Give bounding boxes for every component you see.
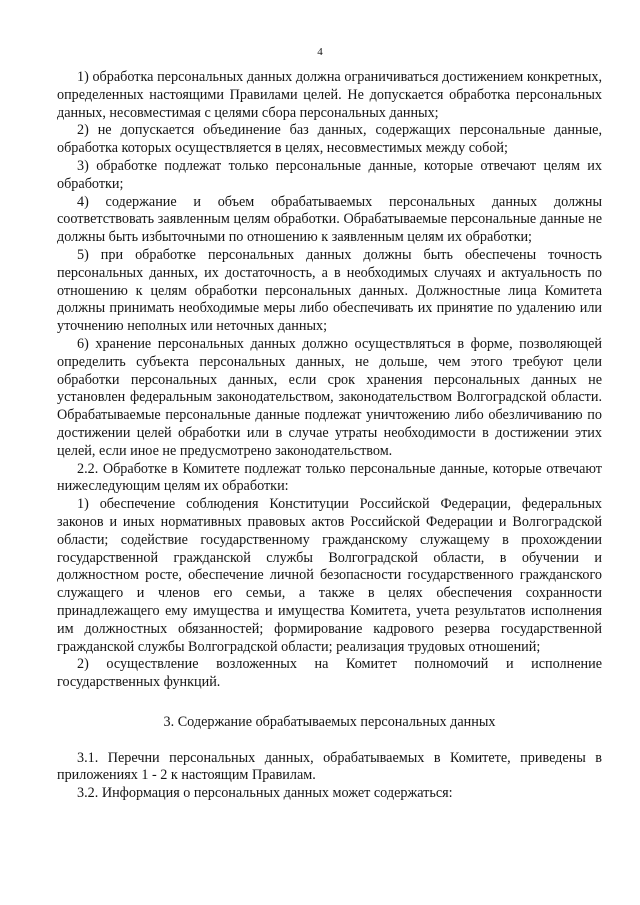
- section-heading: 3. Содержание обрабатываемых персональных данных: [163, 713, 496, 730]
- paragraph-2-2-item-1: 1) обеспечение соблюдения Конституции Российской Федерации, федеральных законов и иных нормативных правовых актов Российской Федерации и Волгоградской области; содействие государственному гражданскому служащему в прохождении государственной гражданской службы Волгоградской области, в обучении и должностном росте, обеспечение личной безопасности государственного гражданского служащего и членов его семьи, а также в целях обеспечения сохранности принадлежащего ему имущества и имущества Комитета, учета результатов исполнения им должностных обязанностей; формирование кадрового резерва государственной гражданской службы Волгоградской области; реализация трудовых отношений;: [57, 496, 602, 655]
- paragraph-3-1: 3.1. Перечни персональных данных, обрабатываемых в Комитете, приведены в приложениях 1 - 2 к настоящим Правилам.: [57, 749, 602, 784]
- paragraph-2-2-item-2: 2) осуществление возложенных на Комитет полномочий и исполнение государственных функций.: [57, 656, 602, 691]
- paragraph-2-1-item-6: 6) хранение персональных данных должно осуществляться в форме, позволяющей определить субъекта персональных данных, не дольше, чем этого требуют цели обработки персональных данных, если срок хранения персональных данных не установлен федеральным законодательством, законодательством Волгоградской области. Обрабатываемые персональные данные подлежат уничтожению либо обезличиванию по достижении целей обработки или в случае утраты необходимости в достижении этих целей, если иное не предусмотрено законодательством.: [57, 335, 602, 459]
- paragraph-2-2: 2.2. Обработке в Комитете подлежат только персональные данные, которые отвечают нижеследующим целям их обработки:: [57, 460, 602, 495]
- paragraph-2-1-item-5: 5) при обработке персональных данных должны быть обеспечены точность персональных данных, их достаточность, а в необходимых случаях и актуальность по отношению к целям обработки персональных данных. Должностные лица Комитета должны принимать необходимые меры либо обеспечивать их принятие по удалению или уточнению неполных или неточных данных;: [57, 246, 602, 335]
- paragraph-2-1-item-1: 1) обработка персональных данных должна ограничиваться достижением конкретных, определенных настоящими Правилами целей. Не допускается обработка персональных данных, несовместимая с целями сбора персональных данных;: [57, 69, 602, 121]
- paragraph-2-1-item-4: 4) содержание и объем обрабатываемых персональных данных должны соответствовать заявленным целям обработки. Обрабатываемые персональные данные не должны быть избыточными по отношению к заявленным целям их обработки;: [57, 193, 602, 246]
- paragraph-3-2: 3.2. Информация о персональных данных может содержаться:: [77, 785, 453, 802]
- paragraph-2-1-item-2: 2) не допускается объединение баз данных, содержащих персональные данные, обработка которых осуществляется в целях, несовместимых между собой;: [57, 122, 602, 157]
- page-number: 4: [317, 46, 323, 58]
- document-body: [57, 69, 602, 803]
- paragraph-2-1-item-3: 3) обработке подлежат только персональные данные, которые отвечают целям их обработки;: [57, 157, 602, 192]
